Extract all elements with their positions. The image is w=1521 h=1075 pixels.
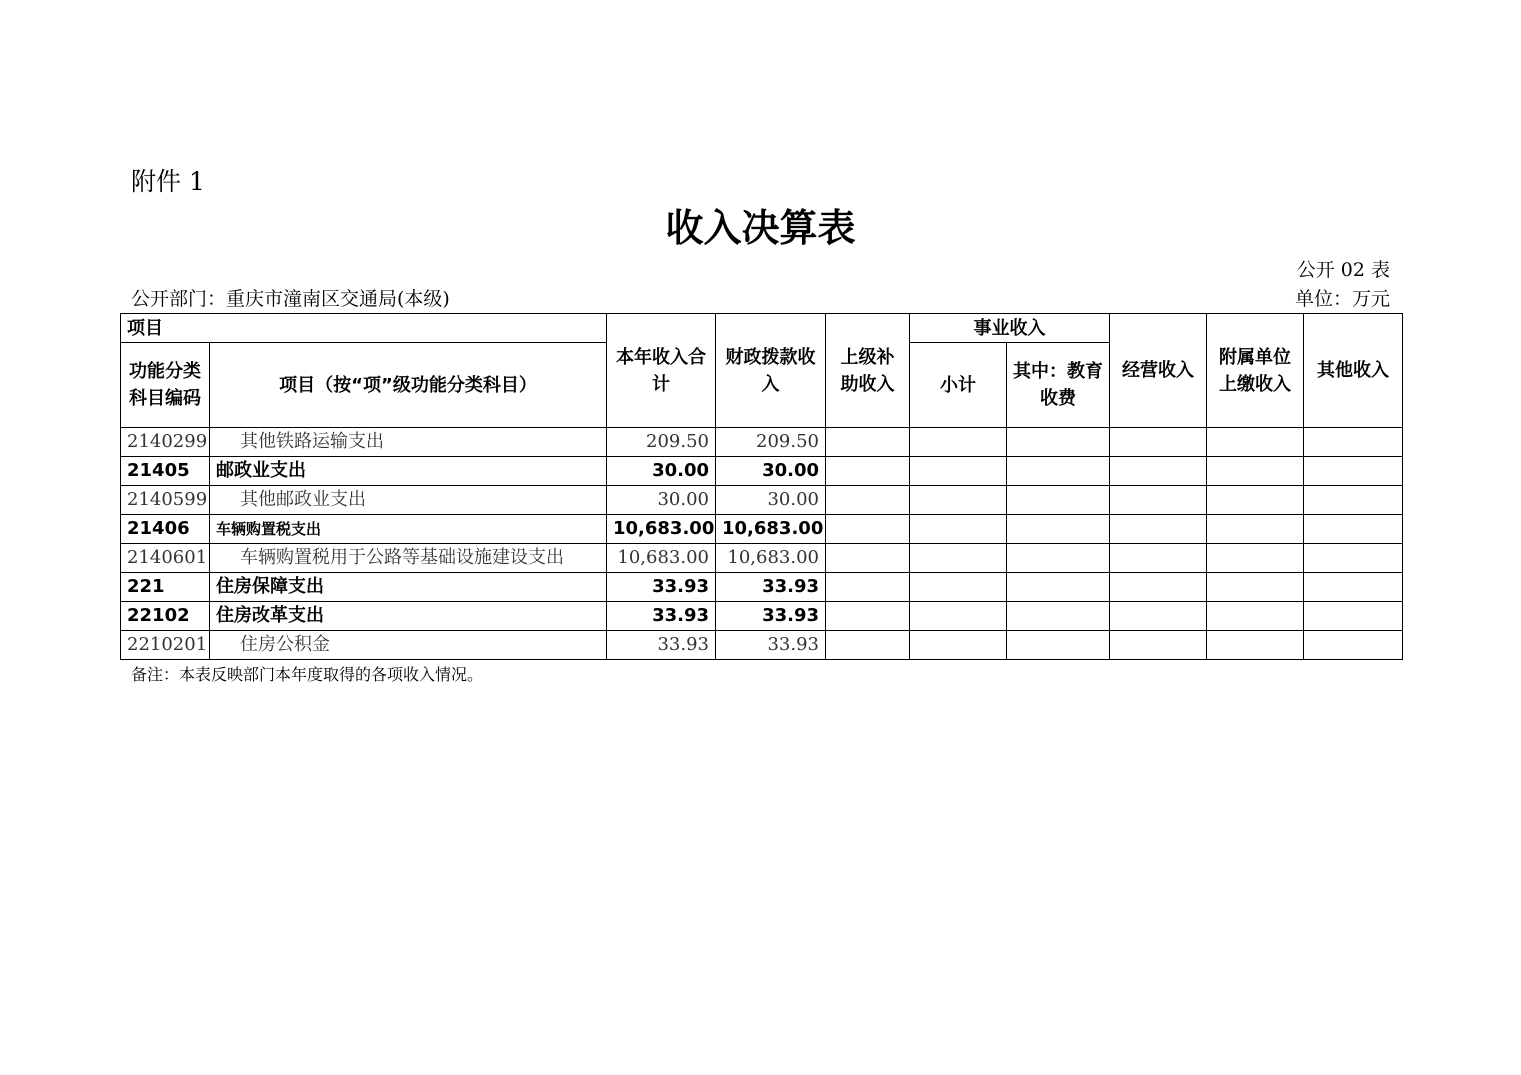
row-name: 住房保障支出: [210, 573, 607, 602]
row-total: 30.00: [607, 457, 716, 486]
row-fiscal: 33.93: [716, 631, 826, 660]
row-affiliated: [1207, 486, 1304, 515]
row-business-subtotal: [910, 573, 1007, 602]
row-operating: [1110, 544, 1207, 573]
row-affiliated: [1207, 515, 1304, 544]
row-total: 33.93: [607, 573, 716, 602]
row-business-edu: [1007, 486, 1110, 515]
row-superior: [826, 573, 910, 602]
row-operating: [1110, 515, 1207, 544]
row-affiliated: [1207, 631, 1304, 660]
row-operating: [1110, 602, 1207, 631]
table-row: [121, 457, 1403, 486]
table-row: [121, 631, 1403, 660]
header-superior: 上级补助收入: [826, 314, 910, 428]
row-other: [1304, 486, 1403, 515]
page-title: 收入决算表: [665, 206, 856, 250]
row-total: 10,683.00: [607, 515, 716, 544]
header-business-edu: 其中：教育收费: [1007, 343, 1110, 428]
table-row: [121, 428, 1403, 457]
table-row: [121, 486, 1403, 515]
row-name: 其他邮政业支出: [210, 486, 607, 515]
row-total: 10,683.00: [607, 544, 716, 573]
row-business-edu: [1007, 515, 1110, 544]
table-row: [121, 544, 1403, 573]
row-business-subtotal: [910, 457, 1007, 486]
row-business-edu: [1007, 602, 1110, 631]
row-business-subtotal: [910, 544, 1007, 573]
header-code: 功能分类科目编码: [121, 343, 210, 428]
header-item-name: 项目（按“项”级功能分类科目）: [210, 343, 607, 428]
row-name: 住房改革支出: [210, 602, 607, 631]
row-total: 33.93: [607, 631, 716, 660]
row-business-edu: [1007, 544, 1110, 573]
header-affiliated: 附属单位上缴收入: [1207, 314, 1304, 428]
row-business-edu: [1007, 631, 1110, 660]
row-superior: [826, 602, 910, 631]
row-other: [1304, 573, 1403, 602]
row-other: [1304, 602, 1403, 631]
row-other: [1304, 428, 1403, 457]
row-total: 30.00: [607, 486, 716, 515]
row-business-subtotal: [910, 602, 1007, 631]
row-total: 33.93: [607, 602, 716, 631]
row-superior: [826, 515, 910, 544]
row-affiliated: [1207, 457, 1304, 486]
row-business-subtotal: [910, 428, 1007, 457]
row-name: 邮政业支出: [210, 457, 607, 486]
row-name: 住房公积金: [210, 631, 607, 660]
header-operating: 经营收入: [1110, 314, 1207, 428]
row-name: 其他铁路运输支出: [210, 428, 607, 457]
row-operating: [1110, 486, 1207, 515]
row-fiscal: 33.93: [716, 602, 826, 631]
row-name: 车辆购置税支出: [210, 515, 607, 544]
row-other: [1304, 631, 1403, 660]
row-business-subtotal: [910, 486, 1007, 515]
row-operating: [1110, 457, 1207, 486]
attachment-label: 附件 1: [131, 167, 205, 196]
header-other: 其他收入: [1304, 314, 1403, 428]
row-code: 22102: [121, 602, 210, 631]
row-affiliated: [1207, 602, 1304, 631]
row-code: 21405: [121, 457, 210, 486]
row-superior: [826, 486, 910, 515]
row-code: 2140601: [121, 544, 210, 573]
form-number: 公开 02 表: [1296, 259, 1390, 281]
row-affiliated: [1207, 573, 1304, 602]
row-fiscal: 30.00: [716, 486, 826, 515]
row-operating: [1110, 573, 1207, 602]
row-superior: [826, 457, 910, 486]
row-superior: [826, 428, 910, 457]
row-fiscal: 209.50: [716, 428, 826, 457]
row-business-edu: [1007, 573, 1110, 602]
row-code: 2140599: [121, 486, 210, 515]
row-business-edu: [1007, 457, 1110, 486]
row-name: 车辆购置税用于公路等基础设施建设支出: [210, 544, 607, 573]
unit-label: 单位：万元: [1294, 288, 1390, 310]
row-code: 21406: [121, 515, 210, 544]
row-business-edu: [1007, 428, 1110, 457]
row-operating: [1110, 631, 1207, 660]
row-other: [1304, 515, 1403, 544]
table-row: [121, 515, 1403, 544]
table-row: [121, 602, 1403, 631]
row-code: 2210201: [121, 631, 210, 660]
header-business-subtotal: 小计: [910, 343, 1007, 428]
row-other: [1304, 457, 1403, 486]
row-business-subtotal: [910, 631, 1007, 660]
row-fiscal: 30.00: [716, 457, 826, 486]
row-superior: [826, 631, 910, 660]
row-business-subtotal: [910, 515, 1007, 544]
header-business: 事业收入: [910, 314, 1110, 343]
row-fiscal: 33.93: [716, 573, 826, 602]
row-fiscal: 10,683.00: [716, 544, 826, 573]
table-row: [121, 573, 1403, 602]
row-superior: [826, 544, 910, 573]
row-code: 221: [121, 573, 210, 602]
row-operating: [1110, 428, 1207, 457]
row-code: 2140299: [121, 428, 210, 457]
row-affiliated: [1207, 544, 1304, 573]
department-label: 公开部门：重庆市潼南区交通局(本级): [131, 288, 450, 310]
footnote: 备注：本表反映部门本年度取得的各项收入情况。: [131, 665, 484, 684]
row-total: 209.50: [607, 428, 716, 457]
income-table: [120, 313, 1403, 660]
row-affiliated: [1207, 428, 1304, 457]
header-fiscal: 财政拨款收入: [716, 314, 826, 428]
row-other: [1304, 544, 1403, 573]
row-fiscal: 10,683.00: [716, 515, 826, 544]
header-project: 项目: [121, 314, 607, 343]
header-total: 本年收入合计: [607, 314, 716, 428]
